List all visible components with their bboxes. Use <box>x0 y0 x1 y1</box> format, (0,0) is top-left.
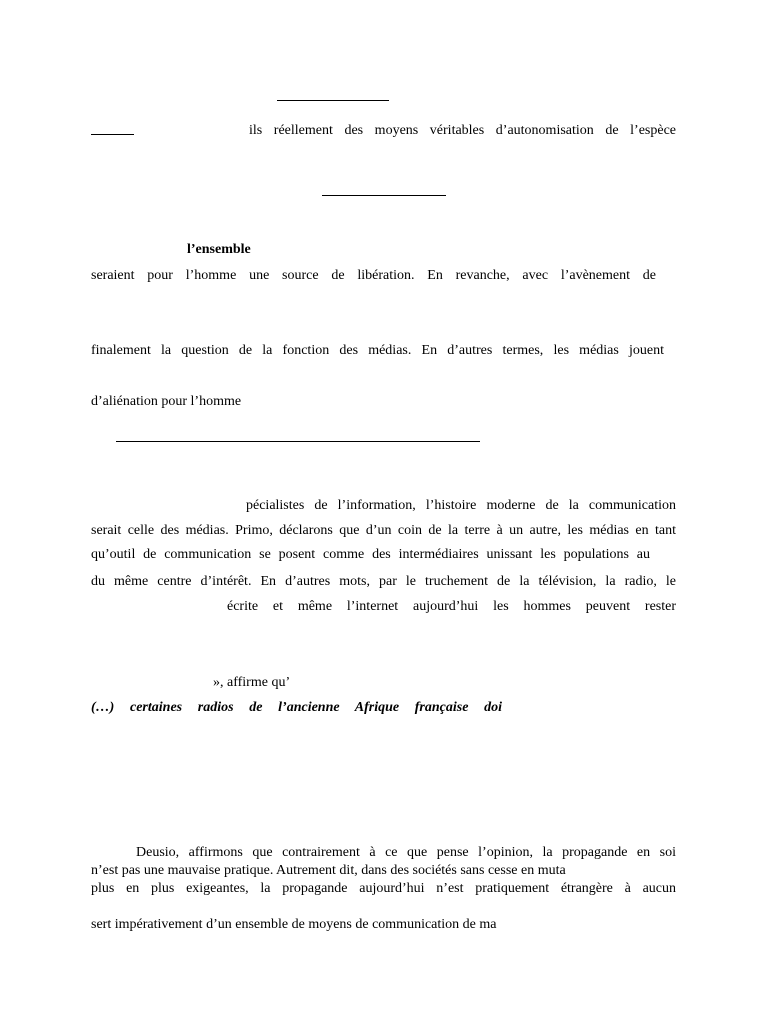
underline-rule-top <box>277 100 389 101</box>
quote-line-radios: (…) certaines radios de l’ancienne Afrique française doi <box>91 700 502 715</box>
underline-rule-middle <box>322 195 446 196</box>
text-line-outil-communication: qu’outil de communication se posent comme des intermédiaires unissant les populations au <box>91 547 650 562</box>
text-line-autonomisation: ils réellement des moyens véritables d’autonomisation de l’espèce <box>249 123 676 138</box>
text-line-internet: écrite et même l’internet aujourd’hui les hommes peuvent rester <box>227 599 676 614</box>
text-line-deusio: Deusio, affirmons que contrairement à ce que pense l’opinion, la propagande en soi <box>136 845 676 860</box>
bold-heading-word: l’ensemble <box>187 242 251 257</box>
text-line-propagande: plus en plus exigeantes, la propagande aujourd’hui n’est pratiquement étrangère à aucun <box>91 881 676 896</box>
text-line-medias-intermediaires: serait celle des médias. Primo, déclarons que d’un coin de la terre à un autre, les médias en tant <box>91 523 676 538</box>
text-line-moyens-communication: sert impérativement d’un ensemble de moyens de communication de ma <box>91 917 497 932</box>
text-line-fonction-medias: finalement la question de la fonction des médias. En d’autres termes, les médias jouent <box>91 343 664 358</box>
text-line-liberation: seraient pour l’homme une source de libération. En revanche, avec l’avènement de <box>91 268 656 283</box>
text-line-affirme: », affirme qu’ <box>213 675 291 690</box>
underline-rule-left <box>91 134 134 135</box>
text-line-mauvaise-pratique: n’est pas une mauvaise pratique. Autrement dit, dans des sociétés sans cesse en muta <box>91 863 566 878</box>
text-line-centre-interet: du même centre d’intérêt. En d’autres mots, par le truchement de la télévision, la radio, le <box>91 574 676 589</box>
underline-rule-long <box>116 441 480 442</box>
text-line-alienation: d’aliénation pour l’homme <box>91 394 242 409</box>
text-line-specialistes: pécialistes de l’information, l’histoire moderne de la communication <box>246 498 676 513</box>
